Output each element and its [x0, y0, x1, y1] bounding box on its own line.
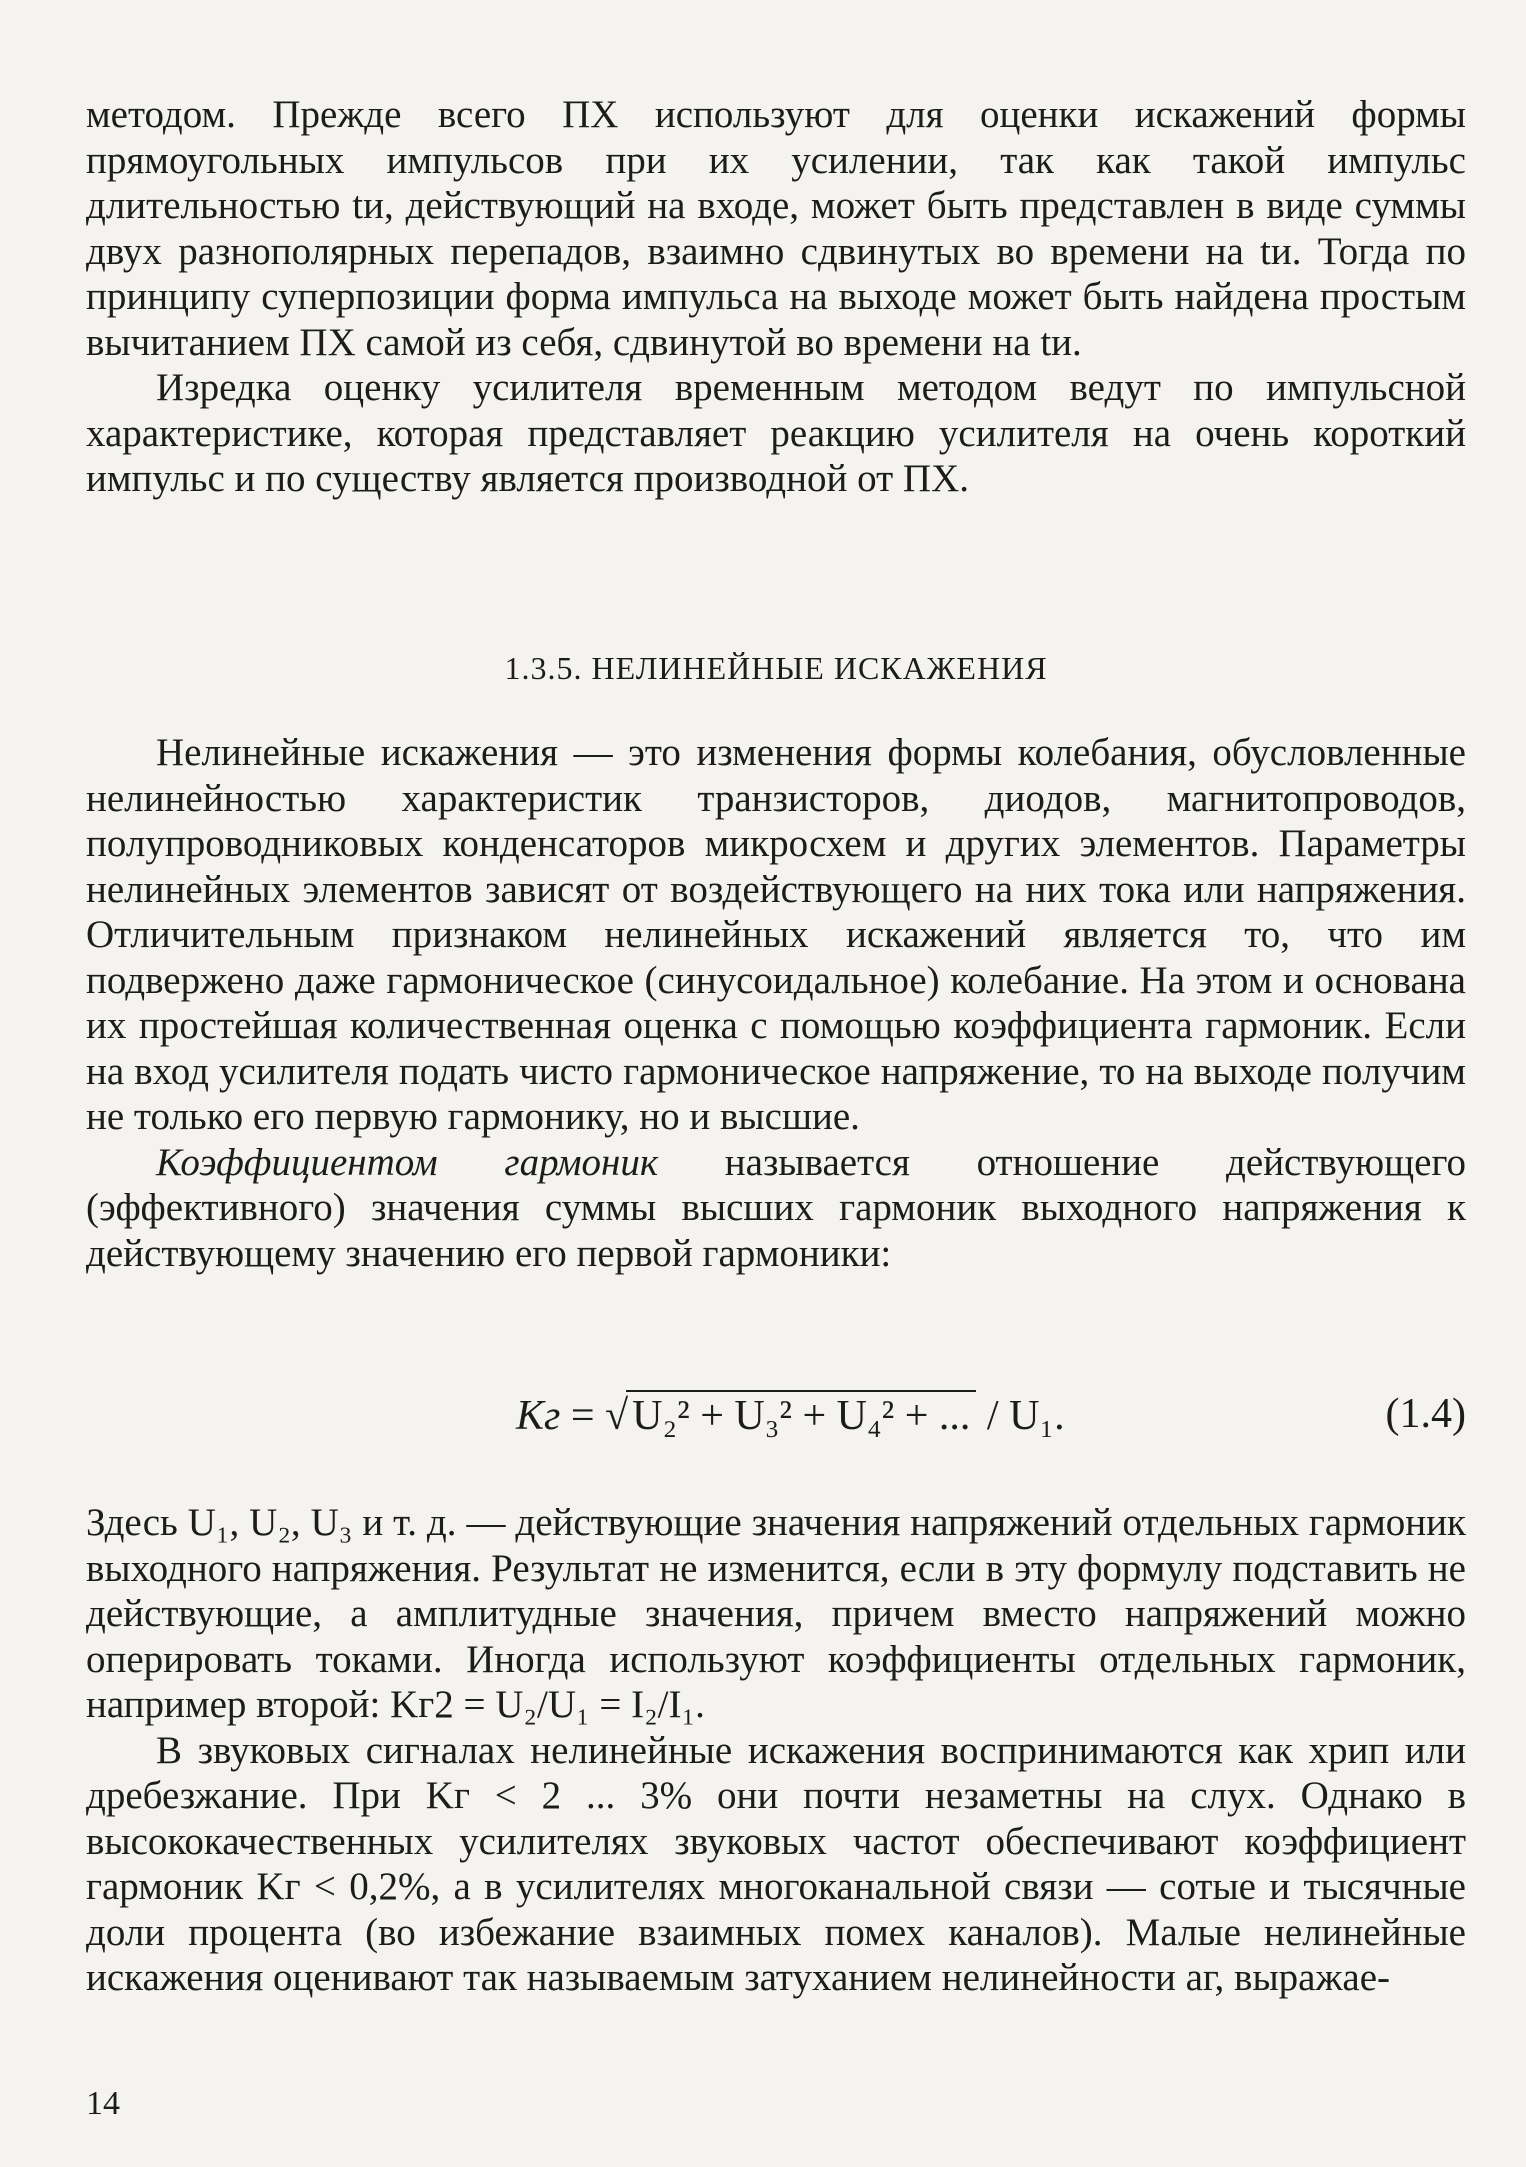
formula-radicand: U₂² + U₃² + U₄² + ...: [626, 1390, 976, 1440]
defined-term: Коэффициентом гармоник: [156, 1140, 659, 1184]
paragraph-3: Нелинейные искажения — это изменения формы колебания, обусловленные нелинейностью характеристик транзисторов, диодов, магнитопроводов, полупроводниковых конденсаторов микросхем и других элементов. Параметры нелинейных элементов зависят от воздействующего на них тока или напряжения. Отличительным признаком нелинейных искажений является то, что им подвержено даже гармоническое (синусоидальное) колебание. На этом и основана их простейшая количественная оценка с помощью коэффициента гармоник. Если на вход усилителя подать чисто гармоническое напряжение, то на выходе получим не только его первую гармонику, но и высшие.: [86, 731, 1466, 1138]
equation-1-4: [86, 1390, 1466, 1450]
formula-rhs: / U₁.: [976, 1393, 1065, 1439]
paragraph-6: В звуковых сигналах нелинейные искажения воспринимаются как хрип или дребезжание. При Kг < 2 ... 3% они почти незаметны на слух. Однако в высококачественных усилителях звуковых частот обеспечивают коэффициент гармоник Kг < 0,2%, а в усилителях многоканальной связи — сотые и тысячные доли процента (во избежание взаимных помех каналов). Малые нелинейные искажения оценивают так называемым затуханием нелинейности aг, выражае-: [86, 1728, 1466, 1999]
intro-text: [86, 92, 1466, 502]
section-text: [86, 730, 1466, 1276]
section-text-continued: [86, 1500, 1466, 2001]
paragraph-2: Изредка оценку усилителя временным методом ведут по импульсной характеристике, которая представляет реакцию усилителя на очень короткий импульс и по существу является производной от ПХ.: [86, 366, 1466, 500]
definition-text: называется отношение действующего (эффективного) значения суммы высших гармоник выходного напряжения к действующему значению его первой гармоники:: [86, 1140, 1466, 1275]
formula-lhs: Kг: [516, 1393, 561, 1439]
paragraph-5: Здесь U₁, U₂, U₃ и т. д. — действующие значения напряжений отдельных гармоник выходного напряжения. Результат не изменится, если в эту формулу подставить не действующие, а амплитудные значения, причем вместо напряжений можно оперировать токами. Иногда используют коэффициенты отдельных гармоник, например второй: Kг2 = U₂/U₁ = I₂/I₁.: [86, 1501, 1466, 1726]
equation-number: (1.4): [1385, 1391, 1466, 1437]
section-heading: 1.3.5. НЕЛИНЕЙНЫЕ ИСКАЖЕНИЯ: [504, 650, 1048, 686]
formula-equals: =: [560, 1393, 606, 1439]
paragraph-4: [86, 1140, 1466, 1277]
sqrt-icon: √: [605, 1393, 629, 1439]
page-number: 14: [86, 2085, 120, 2122]
paragraph-1: методом. Прежде всего ПХ используют для оценки искажений формы прямоугольных импульсов при их усилении, так как такой импульс длительностью tи, действующий на входе, может быть представлен в виде суммы двух разнополярных перепадов, взаимно сдвинутых во времени на tи. Тогда по принципу суперпозиции форма импульса на выходе может быть найдена простым вычитанием ПХ самой из себя, сдвинутой во времени на tи.: [86, 93, 1466, 364]
formula: [516, 1390, 1065, 1440]
